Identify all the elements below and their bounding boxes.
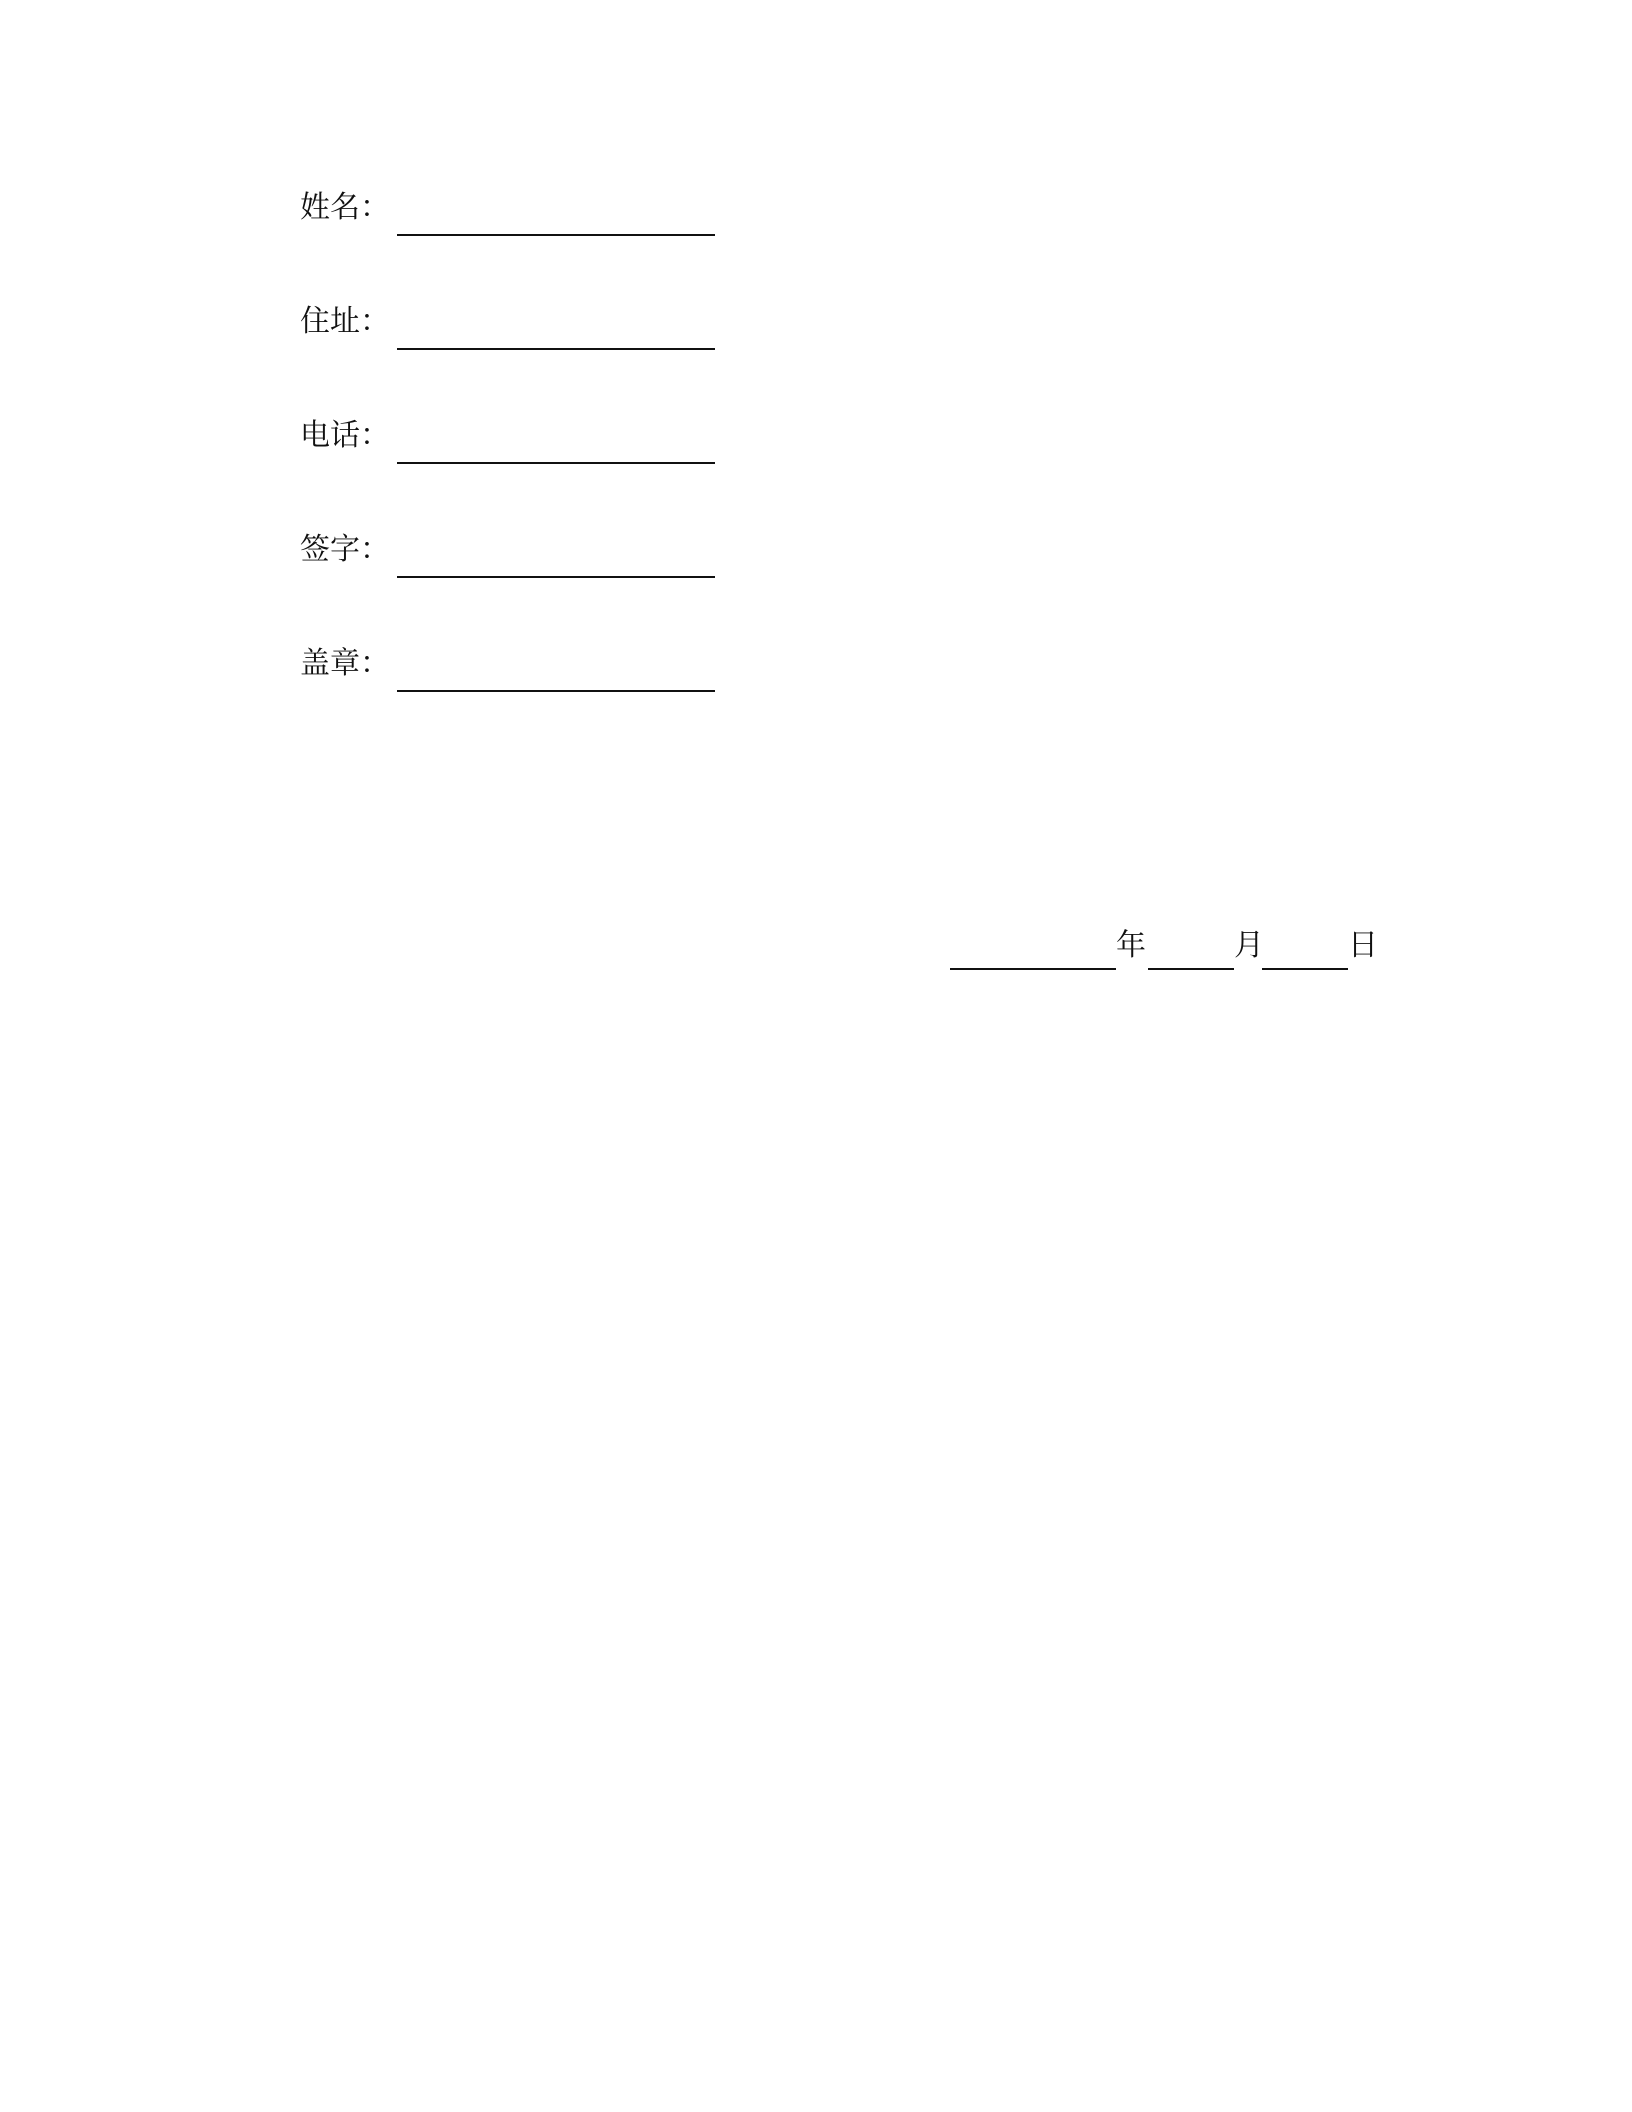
phone-field <box>300 414 720 464</box>
year-blank-line[interactable] <box>950 968 1116 970</box>
address-blank-line[interactable] <box>397 348 715 350</box>
name-label: 姓名： <box>300 190 390 225</box>
month-unit: 月 <box>1234 928 1264 963</box>
seal-blank-line[interactable] <box>397 690 715 692</box>
seal-field <box>300 642 720 692</box>
signature-blank-line[interactable] <box>397 576 715 578</box>
phone-label: 电话： <box>300 418 390 453</box>
date-line <box>950 920 1380 970</box>
name-blank-line[interactable] <box>397 234 715 236</box>
year-unit: 年 <box>1116 928 1146 963</box>
day-unit: 日 <box>1348 928 1378 963</box>
month-blank-line[interactable] <box>1148 968 1234 970</box>
phone-blank-line[interactable] <box>397 462 715 464</box>
signature-label: 签字： <box>300 532 390 567</box>
seal-label: 盖章： <box>300 646 390 681</box>
address-field <box>300 300 720 350</box>
day-blank-line[interactable] <box>1262 968 1348 970</box>
address-label: 住址： <box>300 304 390 339</box>
signature-field <box>300 528 720 578</box>
name-field <box>300 186 720 236</box>
